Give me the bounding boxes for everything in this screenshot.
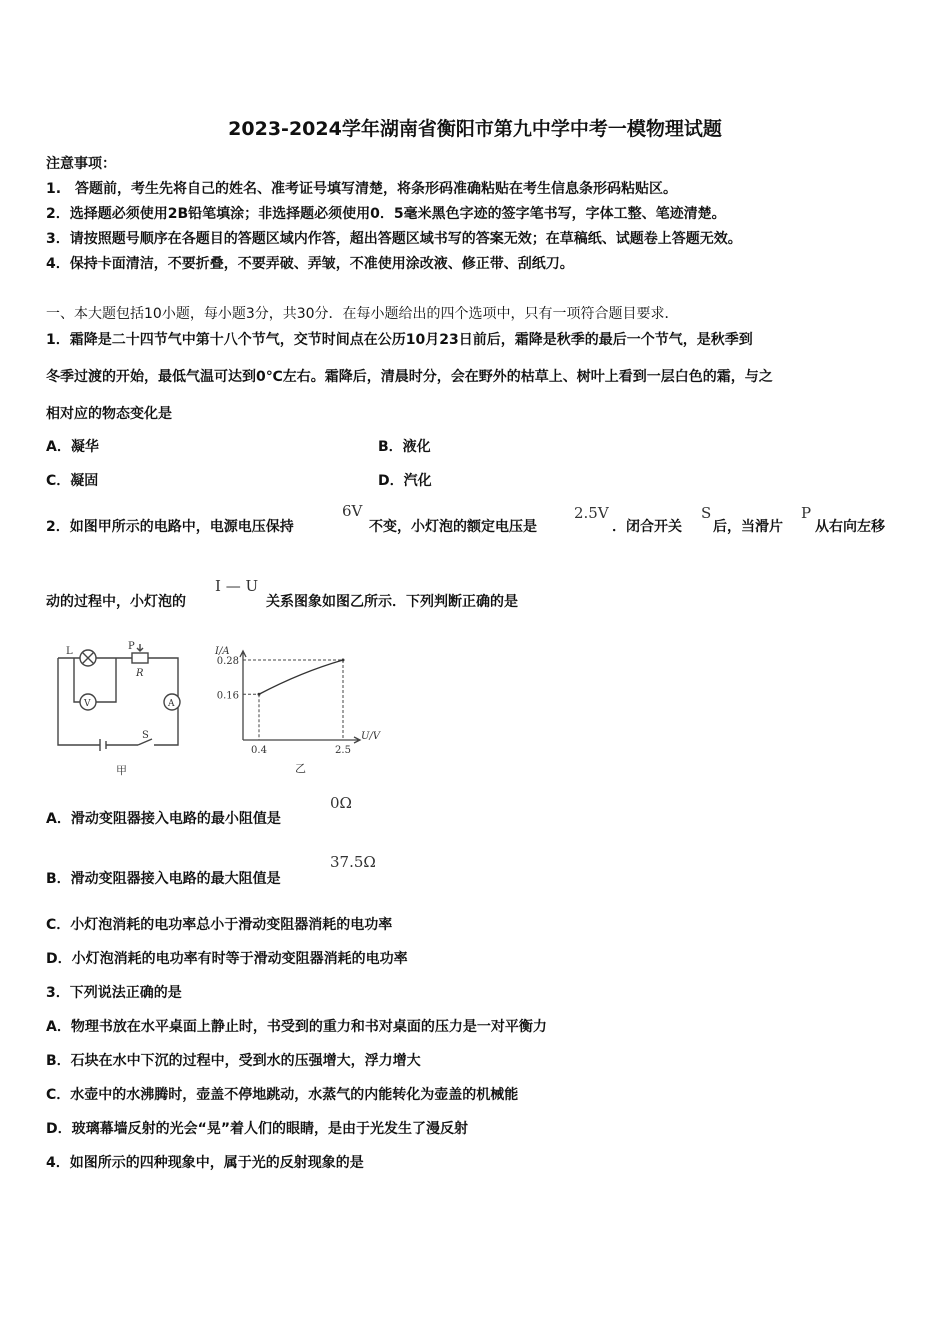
page-title: 2023-2024学年湖南省衡阳市第九中学中考一模物理试题 [228,118,722,140]
x-tick-label: 2.5 [335,745,351,756]
lamp-label: L [66,646,73,657]
q1-option-b: B．液化 [378,439,431,455]
y-tick-label: 0.28 [216,656,239,667]
note-item: 1. 答题前，考生先将自己的姓名、准考证号填写清楚，将条形码准确粘贴在考生信息条形码粘贴区。 [46,181,678,197]
q2-text-4: 后，当滑片 [713,519,783,535]
q4-stem: 4．如图所示的四种现象中，属于光的反射现象的是 [46,1155,364,1171]
q2-option-c: C．小灯泡消耗的电功率总小于滑动变阻器消耗的电功率 [46,917,393,933]
x-tick-label: 0.4 [251,745,267,756]
notes-heading: 注意事项： [46,156,116,172]
q2-text-1: 2．如图甲所示的电路中，电源电压保持 [46,519,294,535]
y-tick-label: 0.16 [216,690,239,702]
q2-text-6: 动的过程中，小灯泡的 [46,594,186,610]
resistor-label: R [136,668,144,679]
note-item: 2．选择题必须使用2B铅笔填涂；非选择题必须使用0．5毫米黑色字迹的签字笔书写，字体工整、笔迹清楚。 [46,206,726,222]
q2-option-d: D．小灯泡消耗的电功率有时等于滑动变阻器消耗的电功率 [46,951,408,967]
q2-voltage: 6V [342,502,363,520]
q3-option-d: D．玻璃幕墙反射的光会“晃”着人们的眼睛，是由于光发生了漫反射 [46,1121,469,1137]
q2-option-a: A．滑动变阻器接入电路的最小阻值是 [46,811,281,827]
switch-label: S [142,730,149,741]
note-item: 3．请按照题号顺序在各题目的答题区域内作答，超出答题区域书写的答案无效；在草稿纸、试题卷上答题无效。 [46,231,742,247]
x-axis-label: U/V [361,731,381,742]
x-axis [243,737,360,743]
q2-text-2: 不变，小灯泡的额定电压是 [369,519,537,535]
q1-option-c: C．凝固 [46,473,99,489]
q2-slider-symbol: P [801,504,812,522]
q3-stem: 3．下列说法正确的是 [46,985,182,1001]
section-heading: 一、本大题包括10小题，每小题3分，共30分．在每小题给出的四个选项中，只有一项符合题目要求． [46,306,679,322]
circuit-diagram [50,640,190,780]
q2-option-b-value: 37.5Ω [330,853,376,871]
q3-option-b: B．石块在水中下沉的过程中，受到水的压强增大，浮力增大 [46,1053,421,1069]
q1-option-d: D．汽化 [378,473,432,489]
q2-option-b: B．滑动变阻器接入电路的最大阻值是 [46,871,281,887]
q2-text-7: 关系图象如图乙所示．下列判断正确的是 [266,594,518,610]
q2-iu-symbol: I — U [215,577,259,595]
ammeter-label: A [168,699,175,709]
voltmeter-label: V [84,699,91,709]
y-axis [240,651,246,740]
slider-label: P [128,641,135,652]
q1-stem-line: 1．霜降是二十四节气中第十八个节气，交节时间点在公历10月23日前后，霜降是秋季的最后一个节气，是秋季到 [46,332,753,348]
q2-text-5: 从右向左移 [815,519,885,535]
iu-curve [259,660,343,694]
y-axis-label: I/A [215,646,230,657]
q2-rated-voltage: 2.5V [574,504,609,522]
note-item: 4．保持卡面清洁，不要折叠，不要弄破、弄皱，不准使用涂改液、修正带、刮纸刀。 [46,256,574,272]
q1-option-a: A．凝华 [46,439,99,455]
data-point [342,659,345,662]
q1-stem-line: 相对应的物态变化是 [46,406,172,422]
q1-stem-line: 冬季过渡的开始，最低气温可达到0℃左右。霜降后，清晨时分，会在野外的枯草上、树叶上看到一层白色的霜，与之 [46,369,773,385]
q2-option-a-value: 0Ω [330,794,352,812]
q2-switch-symbol: S [701,504,712,522]
data-point [258,693,261,696]
circuit-caption: 甲 [116,764,127,777]
q3-option-a: A．物理书放在水平桌面上静止时，书受到的重力和书对桌面的压力是一对平衡力 [46,1019,547,1035]
iu-graph [205,640,390,780]
graph-caption: 乙 [295,762,306,775]
q2-text-3: ．闭合开关 [612,519,682,535]
q3-option-c: C．水壶中的水沸腾时，壶盖不停地跳动，水蒸气的内能转化为壶盖的机械能 [46,1087,519,1103]
